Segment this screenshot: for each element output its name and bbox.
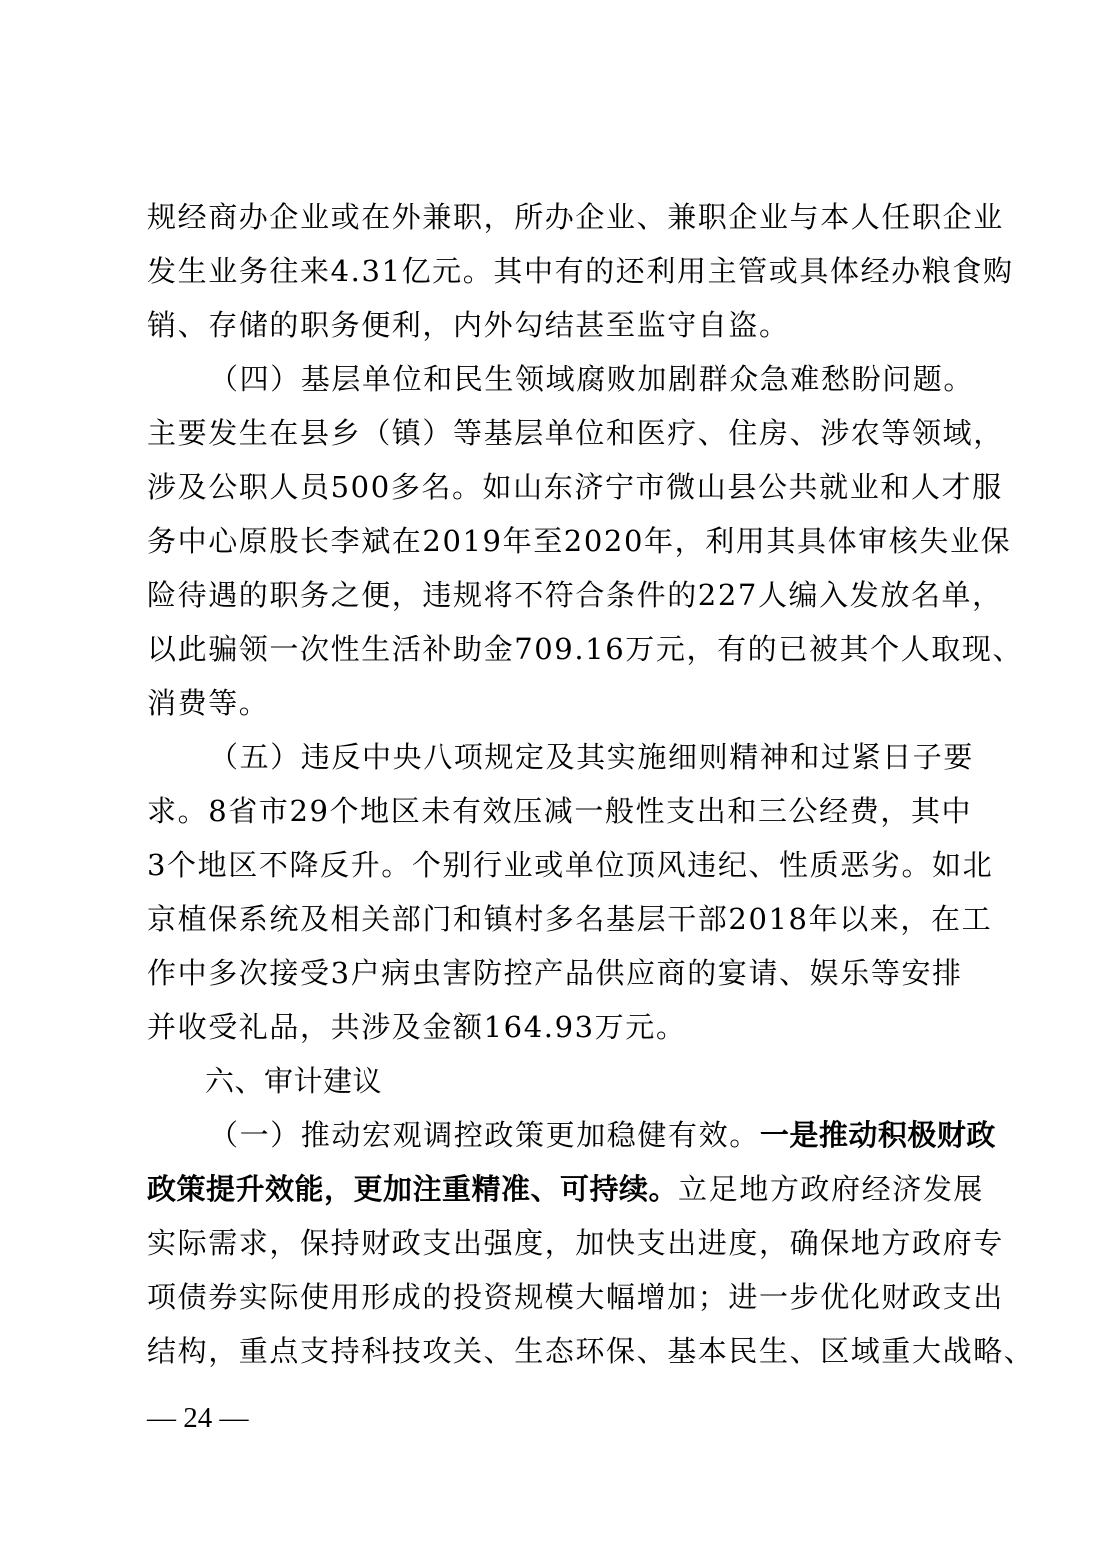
body-text: 立足地方政府经济发展 bbox=[678, 1172, 985, 1206]
body-line: 3个地区不降反升。个别行业或单位顶风违纪、性质恶劣。如北 bbox=[147, 848, 994, 882]
document-page bbox=[147, 190, 1035, 1378]
subsection-heading-5-tail: 求。 bbox=[147, 794, 209, 828]
body-line: 主要发生在县乡（镇）等基层单位和医疗、住房、涉农等领域， bbox=[147, 416, 1004, 450]
body-line: 并收受礼品，共涉及金额164.93万元。 bbox=[147, 1010, 687, 1044]
body-line: 京植保系统及相关部门和镇村多名基层干部2018年以来，在工 bbox=[147, 902, 993, 936]
body-line: 销、存储的职务便利，内外勾结甚至监守自盗。 bbox=[147, 308, 790, 342]
body-line: 实际需求，保持财政支出强度，加快支出进度，确保地方政府专 bbox=[147, 1226, 1004, 1260]
body-line: 规经商办企业或在外兼职，所办企业、兼职企业与本人任职企业 bbox=[147, 200, 1004, 234]
body-line: 务中心原股长李斌在2019年至2020年，利用其具体审核失业保 bbox=[147, 524, 1012, 558]
body-line bbox=[147, 784, 973, 838]
subsection-heading-1-line bbox=[147, 1108, 996, 1162]
subsection-heading-4: （四）基层单位和民生领域腐败加剧群众急难愁盼问题。 bbox=[209, 362, 975, 396]
body-line: 涉及公职人员500多名。如山东济宁市微山县公共就业和人才服 bbox=[147, 470, 1003, 504]
body-line: 结构，重点支持科技攻关、生态环保、基本民生、区域重大战略、 bbox=[147, 1334, 1035, 1368]
section-heading: 六、审计建议 bbox=[205, 1064, 383, 1098]
body-line bbox=[147, 1162, 985, 1216]
body-line: 消费等。 bbox=[147, 686, 270, 720]
page-number: — 24 — bbox=[147, 1402, 249, 1434]
body-line: 以此骗领一次性生活补助金709.16万元，有的已被其个人取现、 bbox=[147, 632, 1024, 666]
subsection-heading-5: （五）违反中央八项规定及其实施细则精神和过紧日子要 bbox=[209, 740, 975, 774]
bold-lead-text: 一是推动积极财政 bbox=[759, 1118, 996, 1152]
body-line: 作中多次接受3户病虫害防控产品供应商的宴请、娱乐等安排 bbox=[147, 956, 963, 990]
bold-lead-text: 政策提升效能，更加注重精准、可持续。 bbox=[147, 1172, 679, 1206]
body-line: 项债券实际使用形成的投资规模大幅增加；进一步优化财政支出 bbox=[147, 1280, 1004, 1314]
body-line: 发生业务往来4.31亿元。其中有的还利用主管或具体经办粮食购 bbox=[147, 254, 1014, 288]
body-line: 险待遇的职务之便，违规将不符合条件的227人编入发放名单， bbox=[147, 578, 1003, 612]
subsection-heading-1: （一）推动宏观调控政策更加稳健有效。 bbox=[209, 1118, 760, 1152]
body-text: 8省市29个地区未有效压减一般性支出和三公经费，其中 bbox=[208, 794, 973, 828]
